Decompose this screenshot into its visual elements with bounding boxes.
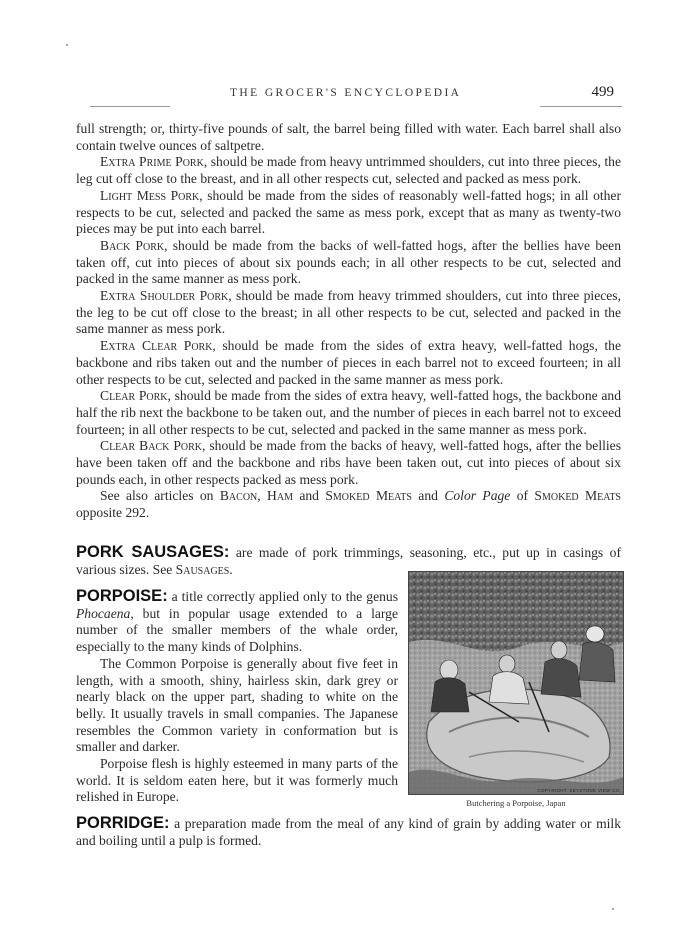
entry-porridge: PORRIDGE: a preparation made from the meal of any kind of grain by adding water or milk and boiling until a pulp is formed. — [76, 814, 621, 848]
paragraph-continued: full strength; or, thirty-five pounds of salt, the barrel being filled with water. Each barrel shall also contain twelve ounces of saltpetre. — [76, 121, 621, 153]
xref-bacon: Bacon, — [219, 488, 261, 504]
term-extra-shoulder: Extra Shoulder Pork, — [100, 288, 232, 304]
paragraph-porpoise-flesh: Porpoise flesh is highly esteemed in many parts of the world. It is seldom eaten here, but it was formerly much relished in Europe. — [76, 756, 398, 805]
paper-speck — [66, 44, 68, 46]
genus-name: Phocaena — [76, 605, 131, 621]
xref-smoked-meats-2: Smoked Meats — [534, 488, 621, 504]
paragraph-porpoise-definition: PORPOISE: a title correctly applied only to the genus Phocaena, but in popular usage extended to a large number of the smaller members of the whale order, especially to the many kinds of Dolphins. — [76, 587, 398, 655]
paragraph-porpoise-description: The Common Porpoise is generally about five feet in length, with a smooth, shiny, hairless skin, dark grey or nearly black on the upper part, shading to white on the belly. It usually travels in small companies. The Japanese resembles the Common variety in conformation but is smaller and darker. — [76, 655, 398, 755]
term-clear-back: Clear Back Pork, — [100, 438, 206, 454]
headword-pork-sausages: PORK SAUSAGES: — [76, 543, 230, 561]
paragraph-extra-shoulder: Extra Shoulder Pork, should be made from heavy trimmed shoulders, cut into three pieces, the leg to be cut off close to the breast; in all other respects to be cut, selected and packed in the same manner as mess pork. — [76, 288, 621, 337]
term-light-mess: Light Mess Pork, — [100, 187, 203, 203]
paragraph-extra-clear: Extra Clear Pork, should be made from the sides of extra heavy, well-fatted hogs, the backbone and ribs taken out and the number of pieces in each barrel not to exceed fourteen; in all other respects to be cut, selected and packed in the same manner as mess pork. — [76, 338, 621, 387]
pork-continuation — [76, 121, 621, 522]
entry-porpoise — [76, 588, 398, 806]
paragraph-see-also: See also articles on Bacon, Ham and Smoked Meats and Color Page of Smoked Meats opposite 292. — [76, 488, 621, 521]
entry-pork-sausages: PORK SAUSAGES: are made of pork trimmings, seasoning, etc., put up in casings of various sizes. See Sausages. — [76, 543, 621, 577]
paragraph-light-mess: Light Mess Pork, should be made from the sides of reasonably well-fatted hogs; in all other respects to be cut, selected and packed the same as mess pork, except that as many as twenty-two pieces may be put into each barrel. — [76, 187, 621, 237]
term-extra-clear: Extra Clear Pork, — [100, 338, 216, 354]
photo-illustration — [409, 572, 623, 794]
page-number: 499 — [591, 84, 614, 100]
xref-color-page: Color Page — [444, 488, 511, 504]
xref-ham: Ham — [267, 488, 293, 504]
xref-sausages: Sausages — [175, 561, 230, 577]
paragraph-back-pork: Back Pork, should be made from the backs of well-fatted hogs, after the bellies have been taken off, cut into pieces of about six pounds each; in all other respects to be cut, selected and packed in the same manner as mess pork. — [76, 237, 621, 287]
headword-porpoise: PORPOISE: — [76, 587, 168, 605]
header-rule-left — [90, 106, 170, 107]
header-rule-right — [540, 106, 622, 107]
term-clear-pork: Clear Pork, — [100, 388, 171, 404]
running-title: THE GROCER'S ENCYCLOPEDIA — [230, 87, 462, 99]
running-header — [90, 84, 620, 104]
paragraph-clear-pork: Clear Pork, should be made from the sides of extra heavy, well-fatted hogs, the backbone and half the rib next the backbone to be taken out, and the number of pieces in each barrel not to exceed fourteen; in all other respects to be cut, selected and packed in the same manner as mess pork. — [76, 388, 621, 437]
paragraph-extra-prime: Extra Prime Pork, should be made from heavy untrimmed shoulders, cut into three pieces, the leg cut off close to the breast, and in all other respects cut, selected and packed as mess pork. — [76, 154, 621, 187]
paragraph-clear-back: Clear Back Pork, should be made from the backs of heavy, well-fatted hogs, after the bellies have been taken off and the backbone and ribs have been taken out, cut into pieces of about six pounds each, in other respects packed as mess pork. — [76, 438, 621, 487]
xref-smoked-meats: Smoked Meats — [325, 488, 412, 504]
figure-caption: Butchering a Porpoise, Japan — [466, 798, 566, 808]
term-extra-prime: Extra Prime Pork, — [100, 154, 208, 170]
photo-credit: COPYRIGHT, KEYSTONE VIEW CO. — [537, 788, 621, 793]
paper-speck — [612, 908, 614, 910]
porpoise-photograph — [408, 571, 624, 795]
term-back-pork: Back Pork, — [100, 237, 168, 253]
headword-porridge: PORRIDGE: — [76, 814, 170, 832]
